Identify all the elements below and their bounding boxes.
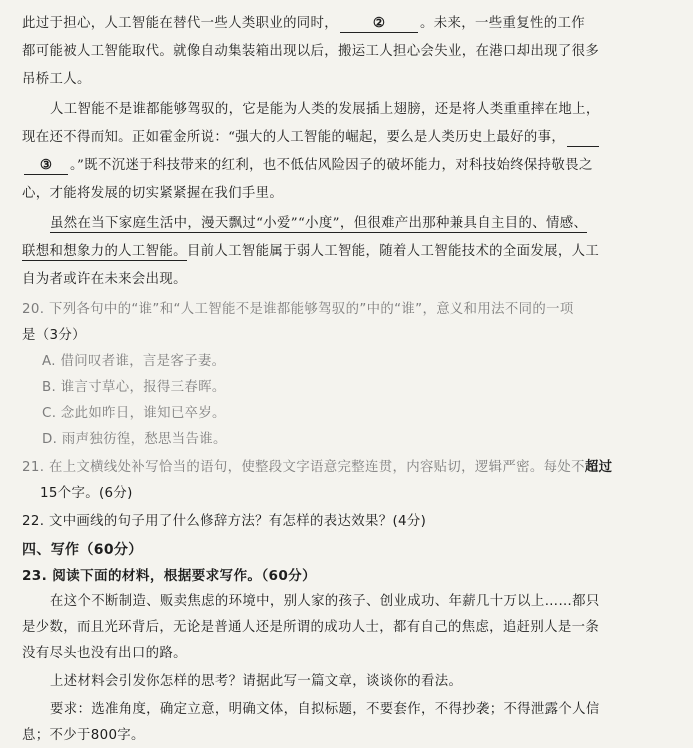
passage-text: 目前人工智能属于弱人工智能，随着人工智能技术的全面发展，人工 [186, 244, 600, 259]
passage-line [22, 128, 679, 148]
passage-line: 心，才能将发展的切实紧紧握在我们手里。 [22, 186, 284, 201]
passage-line [22, 214, 679, 234]
option-b: B. 谁言寸草心，报得三春晖。 [42, 380, 226, 395]
question-21-text: 21. 在上文横线处补写恰当的语句，使整段文字语意完整连贯，内容贴切，逻辑严密。每处不 [22, 460, 585, 475]
blank-number: ② [372, 15, 386, 31]
writing-requirements: 要求：选准角度，确定立意，明确文体，自拟标题，不要套作，不得抄袭；不得泄露个人信 [50, 702, 600, 717]
section-4-title: 四、写作（60分） [22, 542, 143, 558]
question-20-stem: 20. 下列各句中的“谁”和“人工智能不是谁都能够驾驭的”中的“谁”，意义和用法不同的一项 [22, 302, 574, 317]
passage-text: 此过于担心，人工智能在替代一些人类职业的同时， [22, 16, 339, 31]
blank-number: ③ [39, 157, 53, 173]
passage-text: 。”既不沉迷于科技带来的红利，也不低估风险因子的破坏能力，对科技始终保持敬畏之 [70, 158, 593, 173]
material-line: 没有尽头也没有出口的路。 [22, 646, 187, 661]
passage-line [22, 156, 679, 176]
answer-blank-3[interactable] [24, 157, 68, 175]
passage-line: 吊桥工人。 [22, 72, 91, 87]
passage-line [22, 242, 679, 262]
question-23-title: 23. 阅读下面的材料，根据要求写作。（60分） [22, 568, 317, 584]
passage-line: 都可能被人工智能取代。就像自动集装箱出现以后，搬运工人担心会失业，在港口却出现了很多 [22, 44, 600, 59]
answer-blank-2[interactable] [340, 15, 418, 33]
question-21 [22, 458, 679, 478]
passage-line [22, 14, 679, 34]
answer-blank-3-start[interactable] [567, 129, 599, 147]
material-line: 是少数，而且光环背后，无论是普通人还是所谓的成功人士，都有自己的焦虑，追赶别人是一条 [22, 620, 600, 635]
option-d: D. 雨声独彷徨，愁思当告谁。 [42, 432, 227, 447]
option-c: C. 念此如昨日，谁知已卒岁。 [42, 406, 226, 421]
option-a: A. 借问叹者谁，言是客子妻。 [42, 354, 226, 369]
question-21-cont: 15个字。(6分) [40, 486, 133, 501]
passage-text: 。未来，一些重复性的工作 [420, 16, 585, 31]
writing-requirements-cont: 息；不少于800字。 [22, 728, 145, 743]
underlined-sentence: 虽然在当下家庭生活中，漫天飘过“小爱”“小度”，但很难产出那种兼具自主目的、情感、 [50, 216, 588, 231]
material-line: 在这个不断制造、贩卖焦虑的环境中，别人家的孩子、创业成功、年薪几十万以上……都只 [50, 594, 600, 609]
question-20-stem-cont: 是（3分） [22, 328, 86, 343]
question-21-limit: 超过 [584, 460, 613, 475]
question-22: 22. 文中画线的句子用了什么修辞方法？有怎样的表达效果？(4分) [22, 514, 427, 529]
passage-line: 人工智能不是谁都能够驾驭的，它是能为人类的发展插上翅膀，还是将人类重重摔在地上， [50, 102, 600, 117]
passage-line: 自为者或许在未来会出现。 [22, 272, 187, 287]
underlined-sentence: 联想和想象力的人工智能。 [22, 244, 187, 259]
writing-prompt: 上述材料会引发你怎样的思考？请据此写一篇文章，谈谈你的看法。 [50, 674, 463, 689]
passage-text: 现在还不得而知。正如霍金所说：“强大的人工智能的崛起，要么是人类历史上最好的事， [22, 130, 566, 145]
